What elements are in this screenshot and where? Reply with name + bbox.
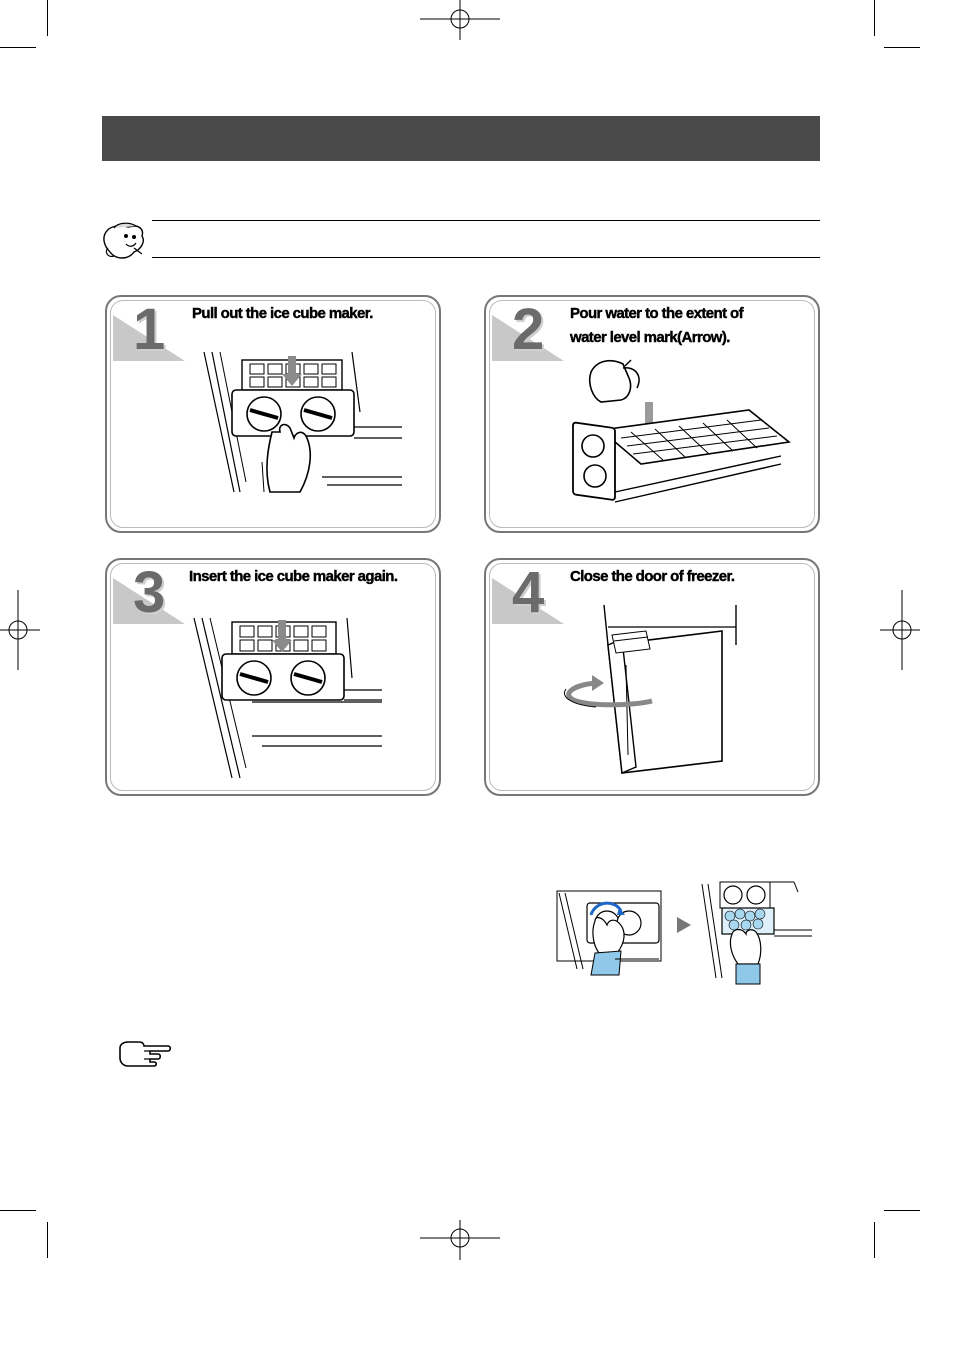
step-number: 1 [133,297,164,362]
step-number: 4 [512,560,543,625]
crop-mark-br-v [874,1222,875,1258]
intro-rule-top [152,220,820,221]
step-text: Close the door of freezer. [570,568,735,585]
registration-mark-left [0,590,40,670]
mascot-hand-icon [100,218,148,262]
step-text: Pull out the ice cube maker. [192,305,373,322]
pointing-hand-icon [118,1040,172,1068]
close-freezer-door-illustration [556,605,756,780]
crop-mark-tl-h [0,47,36,48]
registration-mark-right [880,590,920,670]
remove-ice-illustration [555,885,665,985]
pour-water-illustration [571,352,811,522]
crop-mark-bl-v [47,1222,48,1258]
step-text-line-2: water level mark(Arrow). [570,329,730,346]
ice-maker-insert-illustration [192,618,402,788]
step-number: 3 [133,560,164,625]
ice-tray-twist-illustration [698,878,813,986]
step-number: 2 [512,297,543,362]
step-card-2 [484,295,820,533]
right-triangle-arrow-icon [677,917,691,933]
step-text: Insert the ice cube maker again. [189,568,398,585]
registration-mark-top [420,0,500,40]
step-text-line-1: Pour water to the extent of [570,305,743,322]
crop-mark-br-h [884,1210,920,1211]
step-card-3 [105,558,441,796]
crop-mark-tl-v [47,0,48,36]
step-card-4 [484,558,820,796]
intro-rule-bottom [152,257,820,258]
crop-mark-tr-h [884,47,920,48]
step-card-1 [105,295,441,533]
crop-mark-tr-v [874,0,875,36]
registration-mark-bottom [420,1220,500,1260]
section-title-bar [102,116,820,161]
ice-maker-pull-illustration [202,352,412,522]
crop-mark-bl-h [0,1210,36,1211]
